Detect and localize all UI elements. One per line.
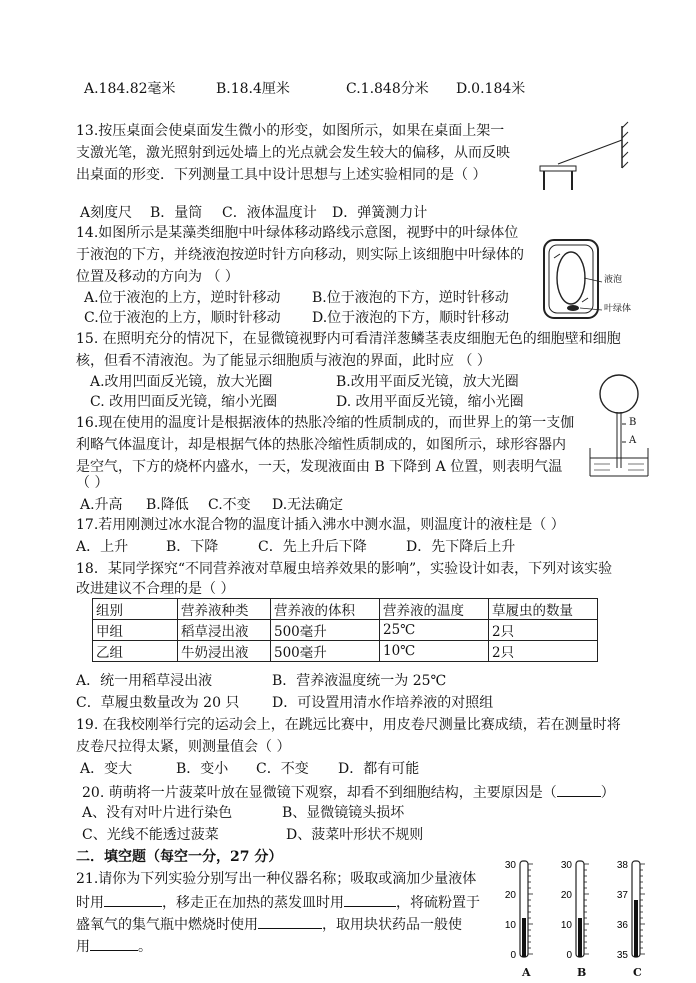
thermometer-c: [617, 860, 645, 961]
q21-text: ，移走正在加热的蒸发皿时用: [162, 895, 344, 911]
q15-option-c: C. 改用凹面反光镜，缩小光圈: [90, 394, 278, 410]
q13-option-b: B．量筒: [150, 205, 203, 221]
q13-line-3: 出桌面的形变．下列测量工具中设计思想与上述实验相同的是（ ）: [76, 167, 487, 183]
q17-option-b: B．下降: [166, 539, 219, 555]
q17-option-c: C．先上升后下降: [258, 539, 367, 555]
tick-label: 38: [616, 860, 628, 871]
tick-label: 20: [560, 890, 572, 901]
q21-answer-blank-4[interactable]: [90, 936, 138, 951]
q19-option-d: D．都有可能: [338, 761, 420, 777]
thermometer-a: [505, 860, 533, 961]
table-header-cell: 草履虫的数量: [489, 599, 598, 620]
q13-line-1: 13.按压桌面会使桌面发生微小的形变，如图所示，如果在桌面上架一: [76, 123, 505, 139]
q15-option-d: D. 改用平面反光镜，缩小光圈: [336, 394, 524, 410]
table-header-cell: 营养液的体积: [271, 599, 380, 620]
table-cell: 2只: [489, 641, 598, 662]
table-cell: 500毫升: [271, 641, 380, 662]
table-row: [93, 620, 598, 641]
q20-option-b: B、显微镜镜头损坏: [282, 805, 405, 821]
q21-answer-blank-1[interactable]: [104, 892, 162, 907]
q14-line-2: 于液泡的下方，并绕液泡按逆时针方向移动，则实际上该细胞中叶绿体的: [76, 247, 524, 263]
q14-option-b: B.位于液泡的下方，逆时针移动: [312, 290, 509, 306]
q14-line-1: 14.如图所示是某藻类细胞中叶绿体移动路线示意图，视野中的叶绿体位: [76, 225, 519, 241]
q12-option-a: A.184.82毫米: [84, 81, 176, 97]
q14-option-c: C.位于液泡的上方，顺时针移动: [84, 310, 281, 326]
q13-option-d: D．弹簧测力计: [332, 205, 428, 221]
table-header-cell: 组别: [93, 599, 178, 620]
q17-line: 17.若用刚测过冰水混合物的温度计插入沸水中测水温，则温度计的液柱是（ ）: [76, 517, 565, 533]
chloroplast-label: 叶绿体: [604, 304, 632, 314]
tick-label: 35: [616, 950, 628, 961]
tick-label: 10: [560, 920, 572, 931]
q21-line-2: [76, 892, 480, 912]
table-cell: 25℃: [380, 620, 489, 641]
q21-text: 。: [138, 939, 152, 955]
q19-option-b: B．变小: [176, 761, 229, 777]
q21-answer-blank-2[interactable]: [344, 892, 396, 907]
vacuole-label: 液泡: [604, 275, 623, 285]
q14-option-d: D.位于液泡的下方，顺时针移动: [312, 310, 510, 326]
thermometer-caption-a: A: [522, 966, 531, 979]
table-cell: 500毫升: [271, 620, 380, 641]
q18-line-2: 改进建议不合理的是（ ）: [76, 581, 235, 597]
experiment-table: [92, 598, 598, 662]
q12-option-b: B.18.4厘米: [216, 81, 290, 97]
liquid-column: [578, 918, 582, 957]
q16-line-1: 16.现在使用的温度计是根据液体的热胀冷缩的性质制成的，而世界上的第一支伽: [76, 415, 575, 431]
q20-text: 20. 萌萌将一片菠菜叶放在显微镜下观察，却看不到细胞结构，主要原因是（: [82, 785, 557, 801]
q18-option-a: A．统一用稻草浸出液: [76, 673, 213, 689]
q21-answer-blank-3[interactable]: [258, 914, 322, 929]
table-header-cell: 营养液的温度: [380, 599, 489, 620]
level-b-label: B: [629, 417, 637, 428]
table-cell: 乙组: [93, 641, 178, 662]
galileo-thermometer-figure: [586, 372, 652, 482]
tick-label: 20: [504, 890, 516, 901]
tick-label: 10: [504, 920, 516, 931]
q15-line-1: 15. 在照明充分的情况下，在显微镜视野内可看清洋葱鳞茎表皮细胞无色的细胞壁和细胞: [76, 331, 621, 347]
table-cell: 10℃: [380, 641, 489, 662]
q12-option-d: D.0.184米: [456, 81, 526, 97]
table-header-cell: 营养液种类: [178, 599, 271, 620]
q12-option-c: C.1.848分米: [346, 81, 429, 97]
q19-line-1: 19. 在我校刚举行完的运动会上，在跳远比赛中，用皮卷尺测量比赛成绩，若在测量时将: [76, 717, 621, 733]
q20-option-a: A、没有对叶片进行染色: [82, 805, 233, 821]
thermometer-caption-b: B: [577, 966, 587, 979]
q16-line-4: （ ）: [76, 475, 109, 491]
q20-option-c: C、光线不能透过菠菜: [82, 827, 219, 843]
q16-option-d: D.无法确定: [272, 497, 344, 513]
table-cell: 甲组: [93, 620, 178, 641]
q13-option-c: C．液体温度计: [222, 205, 317, 221]
q21-text: ，将硫粉置于: [396, 895, 480, 911]
q21-text: 盛氧气的集气瓶中燃烧时使用: [76, 917, 258, 933]
liquid-column: [522, 918, 526, 957]
q13-option-a: A刻度尺: [80, 205, 133, 221]
tick-label: 36: [616, 920, 628, 931]
q15-line-2: 核，但看不清液泡。为了能显示细胞质与液泡的界面，此时应 （ ）: [76, 353, 491, 369]
q21-line-4: [76, 936, 152, 956]
q21-line-3: [76, 914, 462, 934]
table-cell: 2只: [489, 620, 598, 641]
table-cell: 牛奶浸出液: [178, 641, 271, 662]
q19-line-2: 皮卷尺拉得太紧，则测量值会（ ）: [76, 739, 291, 755]
q14-line-3: 位置及移动的方向为 （ ）: [76, 269, 239, 285]
thermometer-caption-c: C: [633, 966, 642, 979]
tick-label: 0: [510, 950, 516, 961]
q14-option-a: A.位于液泡的上方，逆时针移动: [84, 290, 281, 306]
q21-text: 时用: [76, 895, 104, 911]
table-header-row: [93, 599, 598, 620]
q17-option-a: A．上升: [76, 539, 129, 555]
table-cell: 稻草浸出液: [178, 620, 271, 641]
q19-option-c: C．不变: [256, 761, 309, 777]
tick-label: 30: [504, 860, 516, 871]
q18-option-b: B．营养液温度统一为 25℃: [272, 673, 447, 689]
q13-line-2: 支激光笔，激光照射到远处墙上的光点就会发生较大的偏移，从而反映: [76, 145, 510, 161]
q20-text-end: ）: [600, 785, 615, 801]
tick-label: 30: [560, 860, 572, 871]
tick-label: 37: [616, 890, 628, 901]
section-title: 二．填空题（每空一分，27 分）: [76, 849, 283, 865]
q16-option-b: B.降低: [146, 497, 189, 513]
q21-text: 用: [76, 939, 90, 955]
thermometers-figure: [498, 858, 658, 962]
q16-option-a: A.升高: [80, 497, 123, 513]
tick-label: 0: [566, 950, 572, 961]
table-row: [93, 641, 598, 662]
q16-line-2: 利略气体温度计，却是根据气体的热胀冷缩性质制成的，如图所示，球形容器内: [76, 437, 566, 453]
q21-line-1: 21.请你为下列实验分别写出一种仪器名称；吸取或滴加少量液体: [76, 871, 477, 887]
q20-option-d: D、菠菜叶形状不规则: [286, 827, 424, 843]
q18-option-c: C．草履虫数量改为 20 只: [76, 695, 240, 711]
q16-line-3: 是空气，下方的烧杯内盛水，一天，发现液面由 B 下降到 A 位置，则表明气温: [76, 459, 563, 475]
q17-option-d: D．先下降后上升: [406, 539, 516, 555]
q19-option-a: A．变大: [80, 761, 133, 777]
q18-line-1: 18．某同学探究“不同营养液对草履虫培养效果的影响”，实验设计如表，下列对该实验: [76, 561, 613, 577]
q16-option-c: C.不变: [208, 497, 251, 513]
q15-option-b: B.改用平面反光镜，放大光圈: [336, 374, 519, 390]
liquid-column: [634, 900, 638, 957]
desk-laser-figure: [530, 118, 630, 194]
q15-option-a: A.改用凹面反光镜，放大光圈: [90, 374, 273, 390]
q18-option-d: D．可设置用清水作培养液的对照组: [272, 695, 494, 711]
q20-answer-blank[interactable]: [557, 782, 601, 797]
q21-text: ，取用块状药品一般使: [322, 917, 462, 933]
q20-line: [82, 782, 615, 802]
level-a-label: A: [629, 435, 637, 446]
thermometer-b: [561, 860, 589, 961]
